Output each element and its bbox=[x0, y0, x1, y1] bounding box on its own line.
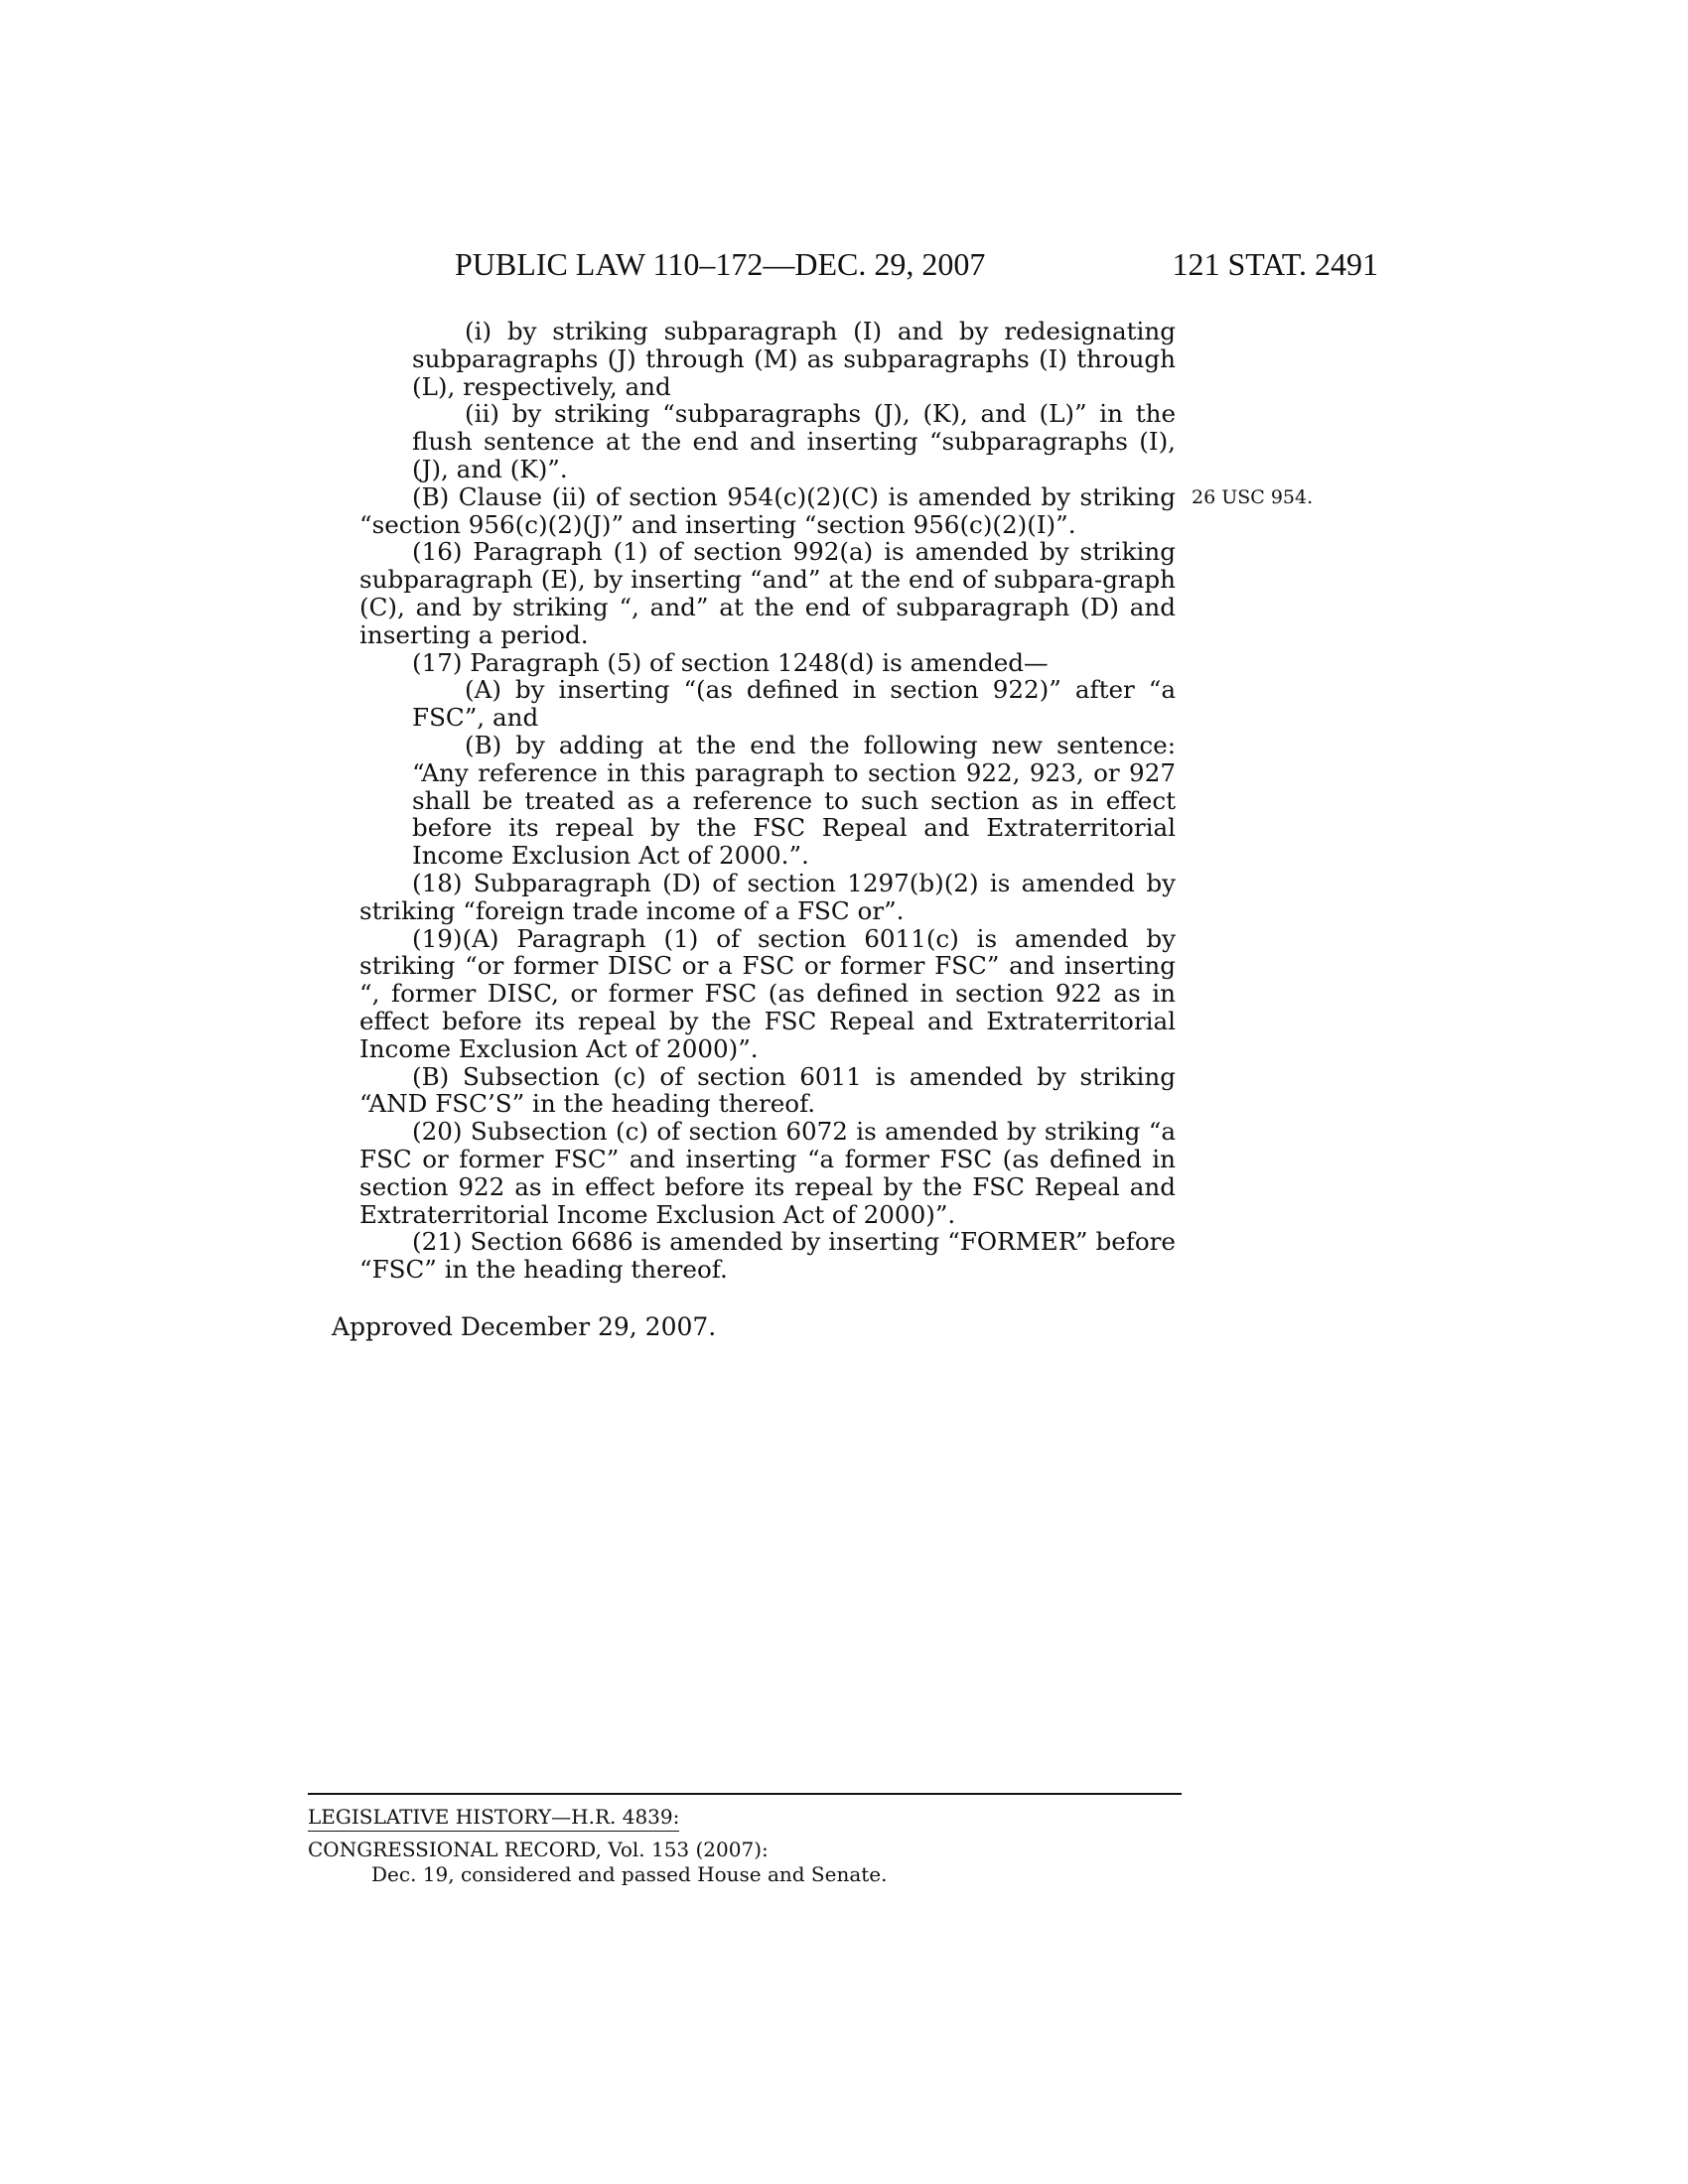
record-entry: Dec. 19, considered and passed House and Senate. bbox=[371, 1862, 888, 1886]
clause-i: (i) by striking subparagraph (I) and by redesignating subparagraphs (J) through (M) as subparagraphs (I) through (L), respectively, and bbox=[412, 317, 1176, 401]
header-stat-number: 121 STAT. 2491 bbox=[1172, 246, 1378, 282]
margin-citation: 26 USC 954. bbox=[1192, 486, 1314, 508]
paragraph-20: (20) Subsection (c) of section 6072 is amended by striking “a FSC or former FSC” and inserting “a former FSC (as defined in section 922 as in effect before its repeal by the FSC Repeal and Extraterritorial Income Exclusion Act of 2000)”. bbox=[359, 1117, 1176, 1229]
congressional-record: CONGRESSIONAL RECORD, Vol. 153 (2007): bbox=[308, 1838, 769, 1861]
clause-ii: (ii) by striking “subparagraphs (J), (K), and (L)” in the flush sentence at the end and inserting “subparagraphs (I), (J), and (K)”. bbox=[412, 399, 1176, 483]
subparagraph-b-15: (B) Clause (ii) of section 954(c)(2)(C) is amended by striking “section 956(c)(2)(J)” and inserting “section 956(c)(2)(I)”. bbox=[359, 481, 1176, 539]
body-text bbox=[359, 318, 1176, 1284]
approval-date: Approved December 29, 2007. bbox=[332, 1312, 717, 1341]
header-law-title: PUBLIC LAW 110–172—DEC. 29, 2007 bbox=[455, 246, 986, 282]
footnote-rule bbox=[308, 1793, 1182, 1795]
subparagraph-b-17: (B) by adding at the end the following new sentence: “Any reference in this paragraph to section 922, 923, or 927 shall be treated as a reference to such section as in effect before its repeal by the FSC Repeal and Extraterritorial Income Exclusion Act of 2000.”. bbox=[412, 730, 1176, 871]
paragraph-21: (21) Section 6686 is amended by inserting “FORMER” before “FSC” in the heading thereof. bbox=[359, 1227, 1176, 1285]
paragraph-16: (16) Paragraph (1) of section 992(a) is amended by striking subparagraph (E), by inserting “and” at the end of subpara-graph (C), and by striking “, and” at the end of subparagraph (D) and inserting a period. bbox=[359, 537, 1176, 649]
legislative-history bbox=[308, 1793, 1182, 1887]
paragraph-19a: (19)(A) Paragraph (1) of section 6011(c) is amended by striking “or former DISC or a FSC or former FSC” and inserting “, former DISC, or former FSC (as defined in section 922 as in effect before its repeal by the FSC Repeal and Extraterritorial Income Exclusion Act of 2000)”. bbox=[359, 923, 1176, 1063]
legislative-history-title: LEGISLATIVE HISTORY—H.R. 4839: bbox=[308, 1805, 679, 1832]
paragraph-17: (17) Paragraph (5) of section 1248(d) is amended— bbox=[412, 647, 1049, 677]
subparagraph-a-17: (A) by inserting “(as defined in section 922)” after “a FSC”, and bbox=[412, 675, 1176, 733]
paragraph-18: (18) Subparagraph (D) of section 1297(b)(2) is amended by striking “foreign trade income of a FSC or”. bbox=[359, 868, 1176, 925]
page-header bbox=[455, 246, 1378, 286]
subparagraph-b-19: (B) Subsection (c) of section 6011 is amended by striking “AND FSC’S” in the heading thereof. bbox=[359, 1061, 1176, 1119]
